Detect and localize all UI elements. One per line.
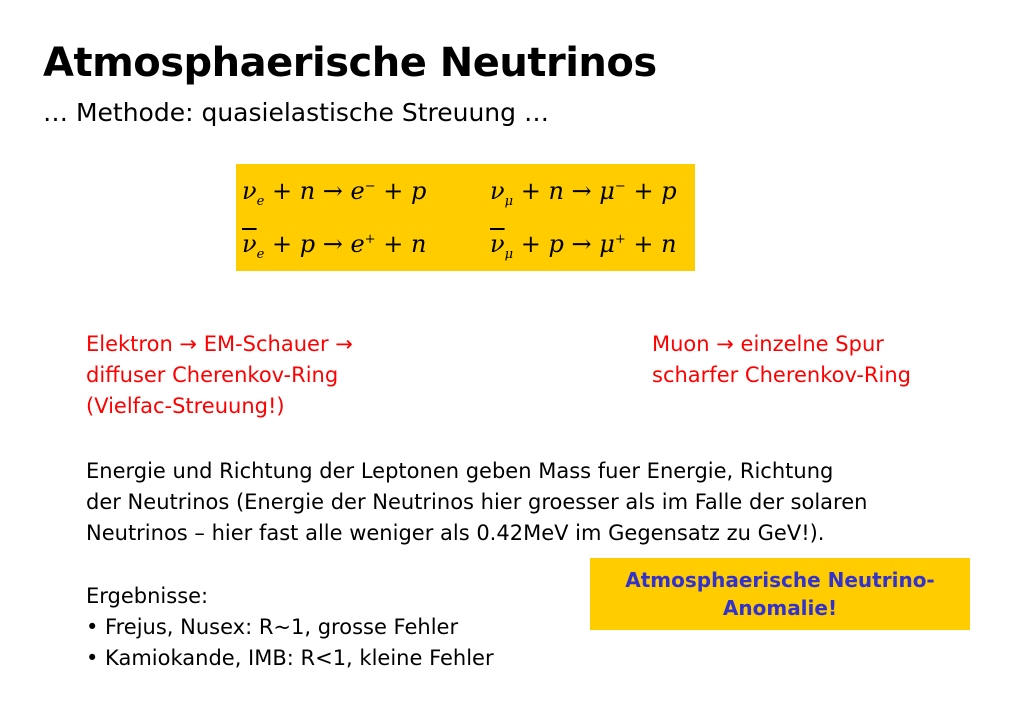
electron-note [86,329,353,422]
equation-muon-neutrino [490,177,677,209]
outgoing-nucleon: p [661,177,677,205]
plus-sign: + [271,230,293,258]
outgoing-lepton: e [350,230,365,258]
outgoing-nucleon: p [411,177,427,205]
outgoing-lepton: μ [599,230,615,258]
target-nucleon: n [548,177,564,205]
muon-note [652,329,911,391]
outgoing-lepton: μ [599,177,615,205]
plus-sign: + [633,177,654,205]
flavour-subscript: μ [504,246,514,262]
equation-muon-antineutrino [490,230,677,262]
target-nucleon: p [299,230,316,258]
arrow-icon: → [322,177,343,205]
paragraph-line: der Neutrinos (Energie der Neutrinos hier groesser als im Falle der solaren [86,490,868,514]
nu-symbol: ν [490,177,505,205]
plus-sign: + [633,230,654,258]
results-list [86,581,494,674]
muon-note-line: scharfer Cherenkov-Ring [652,363,911,387]
slide-title: Atmosphaerische Neutrinos [43,40,657,86]
charge-superscript: − [614,179,626,194]
nu-bar-symbol: $\overline{\nu}$ [490,230,505,258]
flavour-subscript: μ [504,193,514,209]
plus-sign: + [520,177,541,205]
results-heading: Ergebnisse: [86,584,209,608]
charge-superscript: − [364,179,376,194]
nu-symbol: ν [242,177,257,205]
equation-electron-neutrino [242,177,426,209]
charge-superscript: + [364,232,376,247]
target-nucleon: p [548,230,564,258]
paragraph-line: Neutrinos – hier fast alle weniger als 0.42MeV im Gegensatz zu GeV!). [86,521,825,545]
outgoing-lepton: e [350,177,365,205]
outgoing-nucleon: n [661,230,677,258]
arrow-icon: → [571,177,592,205]
anomaly-line: Atmosphaerische Neutrino- [625,568,935,592]
plus-sign: + [520,230,541,258]
target-nucleon: n [299,177,316,205]
flavour-subscript: e [256,246,265,262]
arrow-icon: → [571,230,592,258]
muon-note-line: Muon → einzelne Spur [652,332,884,356]
plus-sign: + [383,177,404,205]
electron-note-line: diffuser Cherenkov-Ring [86,363,339,387]
plus-sign: + [383,230,404,258]
list-item: • Frejus, Nusex: R~1, grosse Fehler [86,615,459,639]
nu-bar-symbol: $\overline{\nu}$ [242,230,257,258]
list-item: • Kamiokande, IMB: R<1, kleine Fehler [86,646,494,670]
outgoing-nucleon: n [410,230,427,258]
anomaly-callout [590,558,970,630]
arrow-icon: → [322,230,343,258]
equation-electron-antineutrino [242,230,426,262]
plus-sign: + [271,177,293,205]
electron-note-line: (Vielfac-Streuung!) [86,394,285,418]
flavour-subscript: e [256,193,265,209]
anomaly-line: Anomalie! [722,596,838,620]
slide-subtitle: … Methode: quasielastische Streuung … [43,98,549,127]
electron-note-line: Elektron → EM-Schauer → [86,332,353,356]
reaction-equations-box [236,164,695,271]
energy-direction-paragraph [86,456,966,549]
charge-superscript: + [614,232,626,247]
paragraph-line: Energie und Richtung der Leptonen geben Mass fuer Energie, Richtung [86,459,834,483]
